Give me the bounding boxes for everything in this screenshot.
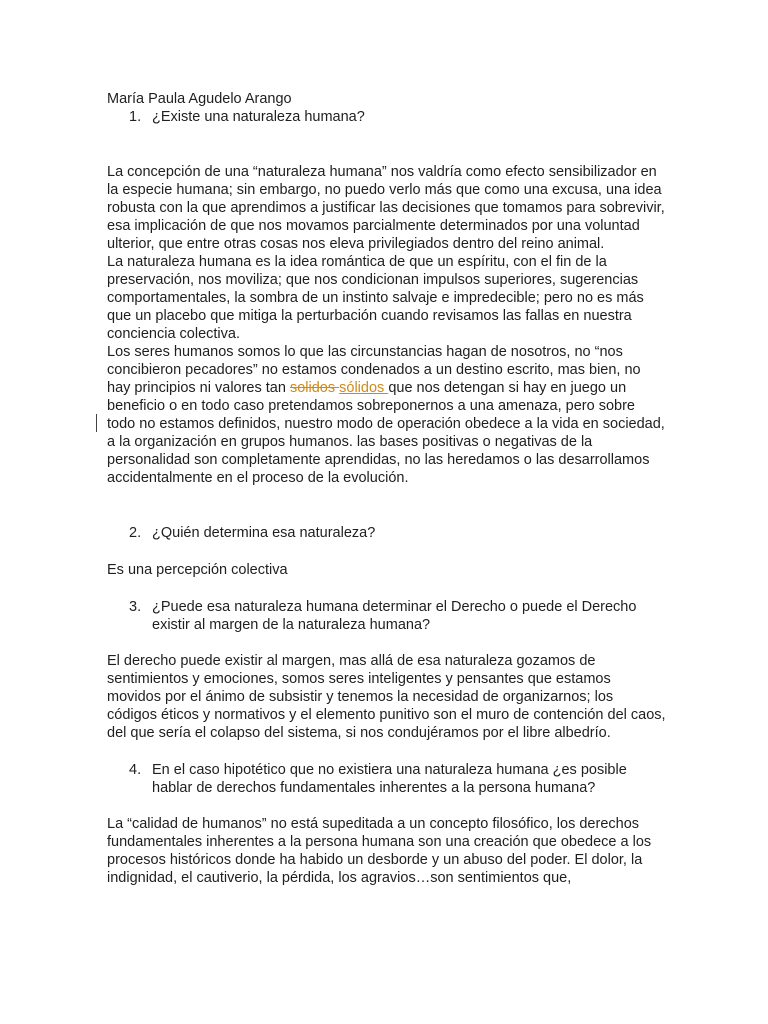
- tracked-insertion[interactable]: sólidos: [339, 380, 389, 396]
- question-text: ¿Existe una naturaleza humana?: [152, 109, 365, 125]
- question-2: [129, 524, 667, 542]
- list-number: 4.: [129, 762, 142, 778]
- question-1: [129, 108, 667, 126]
- tracked-deletion[interactable]: solidos: [289, 380, 340, 396]
- list-number: 3.: [129, 599, 142, 615]
- question-text: ¿Quién determina esa naturaleza?: [152, 525, 376, 541]
- paragraph-3-text-before: Los seres humanos somos lo que las circunstancias hagan de nosotros, no “nos concibieron pecadores” no estamos condenados a un destino escrito, mas bien, no hay principios ni valores tan: [107, 344, 641, 396]
- question-4: [129, 761, 667, 797]
- answer-2: Es una percepción colectiva: [107, 562, 288, 578]
- document-page: [107, 90, 667, 887]
- paragraph-3-text-after: que nos detengan si hay en juego un beneficio o en todo caso pretendamos sobreponernos a una amenaza, pero sobre todo no estamos definidos, nuestro modo de operación obedece a la vida en sociedad, a la organización en grupos humanos. las bases positivas o negativas de la personalidad son completamente aprendidas, no las heredamos o las desarrollamos accidentalmente en el proceso de la evolución.: [107, 380, 665, 486]
- author-name: María Paula Agudelo Arango: [107, 91, 292, 107]
- list-number: 2.: [129, 525, 142, 541]
- paragraph-4: El derecho puede existir al margen, mas allá de esa naturaleza gozamos de sentimientos y emociones, somos seres inteligentes y pensantes que estamos movidos por el ánimo de subsistir y tenemos la necesidad de organizarnos; los códigos éticos y normativos y el elemento punitivo son el muro de contención del caos, del que sería el colapso del sistema, si nos condujéramos por el libre albedrío.: [107, 653, 666, 741]
- text-cursor: [96, 414, 97, 432]
- question-3: [129, 598, 667, 634]
- paragraph-2: La naturaleza humana es la idea romántica de que un espíritu, con el fin de la preservación, nos moviliza; que nos condicionan impulsos superiores, sugerencias comportamentales, la sombra de un instinto salvaje e impredecible; pero no es más que un placebo que mitiga la perturbación cuando revisamos las fallas en nuestra conciencia colectiva.: [107, 254, 644, 342]
- paragraph-5: La “calidad de humanos” no está supeditada a un concepto filosófico, los derechos fundamentales inherentes a la persona humana son una creación que obedece a los procesos históricos donde ha habido un desborde y un abuso del poder. El dolor, la indignidad, el cautiverio, la pérdida, los agravios…son sentimientos que,: [107, 816, 652, 886]
- question-text: ¿Puede esa naturaleza humana determinar el Derecho o puede el Derecho existir al margen de la naturaleza humana?: [152, 599, 637, 633]
- paragraph-3: [107, 343, 667, 487]
- paragraph-1: La concepción de una “naturaleza humana” nos valdría como efecto sensibilizador en la especie humana; sin embargo, no puedo verlo más que como una excusa, una idea robusta con la que aprendimos a justificar las decisiones que tomamos para sobrevivir, esa implicación de que nos movamos parcialmente determinados por una voluntad ulterior, que entre otras cosas nos eleva privilegiados dentro del reino animal.: [107, 164, 665, 252]
- question-text: En el caso hipotético que no existiera una naturaleza humana ¿es posible hablar de derechos fundamentales inherentes a la persona humana?: [152, 762, 627, 796]
- list-number: 1.: [129, 109, 142, 125]
